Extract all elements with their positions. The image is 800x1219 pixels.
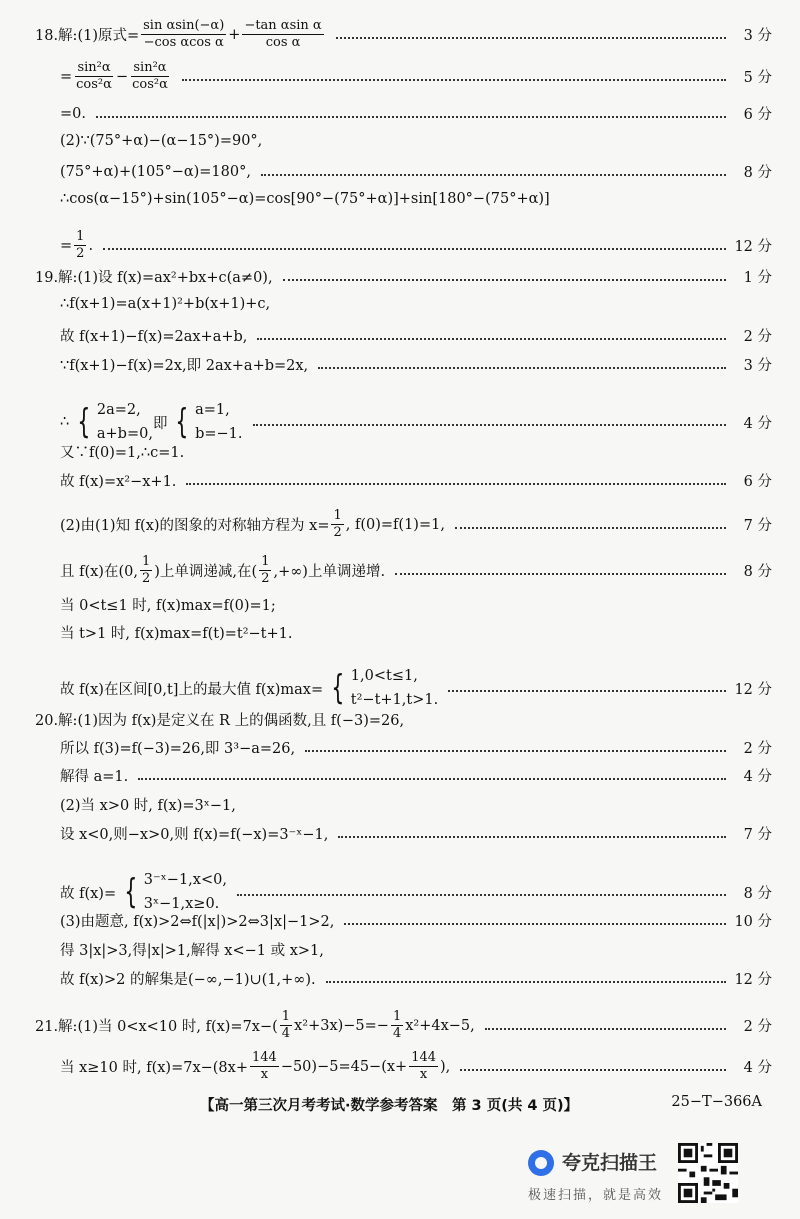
fraction <box>140 554 152 587</box>
line-text: 故 f(x)= <box>60 885 117 902</box>
leader-dots <box>326 981 726 983</box>
solution-line <box>60 1050 772 1083</box>
line-text: 21.解:(1)当 0<x<10 时, f(x)=7x−( <box>35 1019 278 1035</box>
fraction <box>74 60 114 93</box>
line-operator: + <box>228 26 241 43</box>
solution-line <box>60 354 772 375</box>
leader-dots <box>283 279 726 281</box>
solution-line <box>60 133 772 149</box>
fraction-numerator: 1 <box>333 508 342 523</box>
qr-code-icon <box>678 1143 738 1203</box>
fraction <box>391 1009 403 1042</box>
score-label: 6 分 <box>743 474 772 490</box>
solution-line <box>60 508 772 541</box>
solution-line <box>60 737 772 758</box>
line-text: 当 x≥10 时, f(x)=7x−(8x+ <box>60 1060 248 1076</box>
score-label: 1 分 <box>743 270 772 286</box>
leader-dots <box>96 116 726 118</box>
solution-line <box>35 266 772 287</box>
line-text: 设 x<0,则−x>0,则 f(x)=f(−x)=3⁻ˣ−1, <box>60 827 329 843</box>
solution-line <box>60 910 772 931</box>
leader-dots <box>338 836 726 838</box>
leader-dots <box>485 1028 726 1030</box>
fraction <box>141 18 226 51</box>
footer-code: 25−T−366A <box>671 1094 762 1110</box>
line-text: (2)当 x>0 时, f(x)=3ˣ−1, <box>60 798 236 814</box>
line-text: 20.解:(1)因为 f(x)是定义在 R 上的偶函数,且 f(−3)=26, <box>35 713 405 729</box>
line-text: (2)∵(75°+α)−(α−15°)=90°, <box>60 133 263 149</box>
fraction-denominator: 2 <box>141 571 151 586</box>
line-text: ∴ <box>60 414 70 430</box>
line-text: ∴f(x+1)=a(x+1)²+b(x+1)+c, <box>60 296 271 312</box>
solution-line <box>60 765 772 786</box>
score-label: 3 分 <box>743 28 772 44</box>
score-label: 2 分 <box>743 329 772 345</box>
line-text: =0. <box>60 105 86 122</box>
fraction-denominator: 2 <box>333 525 342 540</box>
fraction <box>250 1050 279 1083</box>
line-text-tail: ), <box>440 1058 451 1075</box>
line-text: ∵f(x+1)−f(x)=2x,即 2ax+a+b=2x, <box>60 358 309 374</box>
fraction-numerator: sin αsin(−α) <box>143 18 225 33</box>
line-text: 又∵f(0)=1,∴c=1. <box>60 445 185 461</box>
fraction-denominator: cos α <box>265 35 301 50</box>
score-label: 7 分 <box>743 827 772 843</box>
line-text: = <box>60 237 73 254</box>
solution-line <box>35 709 772 730</box>
score-label: 8 分 <box>743 885 772 902</box>
score-label: 12 分 <box>734 239 772 255</box>
system-row: 2a=2, <box>96 402 141 418</box>
fraction <box>409 1050 438 1083</box>
solution-line <box>60 103 772 124</box>
system-row: 1,0<t≤1, <box>350 668 418 684</box>
line-text: 解得 a=1. <box>60 769 129 785</box>
leader-dots <box>305 750 726 752</box>
scanner-app-name: 夸克扫描王 <box>562 1152 658 1174</box>
leader-dots <box>186 483 726 485</box>
score-label: 4 分 <box>743 415 772 432</box>
fraction <box>74 229 86 262</box>
fraction-denominator: cos²α <box>76 77 112 92</box>
fraction-denominator: −cos αcos α <box>143 35 224 50</box>
leader-dots <box>182 79 726 81</box>
solution-line <box>60 554 772 587</box>
line-text: 得 3|x|>3,得|x|>1,解得 x<−1 或 x>1, <box>60 943 324 959</box>
fraction <box>280 1009 292 1042</box>
line-text-tail: −50)−5=45−(x+ <box>280 1058 408 1075</box>
solution-line <box>35 18 772 51</box>
fraction <box>130 60 170 93</box>
line-text: 18.解:(1)原式= <box>35 28 140 44</box>
system-row: b=−1. <box>195 426 243 442</box>
score-label: 5 分 <box>743 70 772 86</box>
line-text-tail: ,+∞)上单调递增. <box>273 564 386 580</box>
score-label: 3 分 <box>743 358 772 374</box>
score-label: 6 分 <box>743 107 772 123</box>
fraction-numerator: −tan αsin α <box>244 18 322 33</box>
solution-line <box>60 594 772 615</box>
leader-dots <box>344 923 726 925</box>
solution-line <box>60 939 772 960</box>
line-text: 故 f(x)在区间[0,t]上的最大值 f(x)max= <box>60 681 324 698</box>
fraction-denominator: 4 <box>392 1026 402 1041</box>
solution-line <box>60 191 772 207</box>
fraction-numerator: sin²α <box>133 60 167 75</box>
line-text-tail: x²+3x)−5=− <box>294 1017 389 1034</box>
line-text: (2)由(1)知 f(x)的图象的对称轴方程为 x= <box>60 518 330 534</box>
fraction-denominator: 2 <box>76 246 85 261</box>
page-footer <box>0 1094 800 1124</box>
leader-dots <box>455 527 726 529</box>
fraction-numerator: 1 <box>261 554 270 569</box>
solution-line <box>60 325 772 346</box>
solution-line <box>60 60 772 93</box>
solution-line <box>60 441 772 462</box>
solution-line <box>60 229 772 262</box>
equation-system <box>116 868 227 916</box>
brace-icon: { <box>175 402 189 442</box>
line-text-tail: , f(0)=f(1)=1, <box>345 516 445 533</box>
fraction-denominator: 2 <box>261 571 270 586</box>
scanner-logo-icon <box>528 1150 554 1176</box>
line-operator: − <box>115 68 129 85</box>
line-text: (75°+α)+(105°−α)=180°, <box>60 163 251 180</box>
system-row: a+b=0, <box>96 426 153 442</box>
score-label: 4 分 <box>743 769 772 785</box>
leader-dots <box>257 338 726 340</box>
fraction <box>259 554 271 587</box>
line-text: ∴cos(α−15°)+sin(105°−α)=cos[90°−(75°+α)]+sin[180°−(75°+α)] <box>60 191 550 207</box>
line-text: 当 t>1 时, f(x)max=f(t)=t²−t+1. <box>60 626 293 642</box>
leader-dots <box>395 573 726 575</box>
line-text: 所以 f(3)=f(−3)=26,即 3³−a=26, <box>60 741 296 757</box>
solution-line <box>60 296 772 312</box>
leader-dots <box>138 778 726 780</box>
brace-icon: { <box>124 872 138 912</box>
solution-line <box>35 1009 772 1042</box>
fraction-numerator: 1 <box>76 229 85 244</box>
score-label: 7 分 <box>743 518 772 534</box>
line-text-tail: )上单调递减,在( <box>154 564 258 580</box>
leader-dots <box>103 248 726 250</box>
score-label: 12 分 <box>734 972 772 988</box>
line-text: 当 0<t≤1 时, f(x)max=f(0)=1; <box>60 598 276 614</box>
leader-dots <box>318 367 726 369</box>
leader-dots <box>448 690 726 692</box>
scanner-slogan: 极速扫描，就是高效 <box>528 1188 664 1203</box>
leader-dots <box>253 424 727 426</box>
solution-line <box>60 823 772 844</box>
fraction-numerator: 144 <box>411 1050 437 1065</box>
fraction-denominator: x <box>260 1067 269 1082</box>
score-label: 12 分 <box>734 681 772 698</box>
fraction <box>242 18 323 51</box>
line-text-tail: . <box>88 237 94 254</box>
equation-system <box>167 398 242 446</box>
solution-line <box>60 161 772 182</box>
system-row: 3⁻ˣ−1,x<0, <box>143 872 227 888</box>
solution-line <box>60 622 772 643</box>
fraction-denominator: x <box>419 1067 428 1082</box>
line-text: 故 f(x)=x²−x+1. <box>60 474 177 490</box>
solution-line <box>60 794 772 815</box>
line-text: 故 f(x+1)−f(x)=2ax+a+b, <box>60 329 248 345</box>
score-label: 4 分 <box>743 1060 772 1076</box>
score-label: 8 分 <box>743 165 772 181</box>
fraction-denominator: 4 <box>281 1026 291 1041</box>
solution-line <box>60 470 772 491</box>
score-label: 2 分 <box>743 1019 772 1035</box>
system-row: 3ˣ−1,x≥0. <box>143 896 220 912</box>
fraction-numerator: sin²α <box>77 60 111 75</box>
fraction-numerator: 1 <box>141 554 151 569</box>
line-text: 故 f(x)>2 的解集是(−∞,−1)∪(1,+∞). <box>60 972 316 988</box>
line-text-tail: x²+4x−5, <box>405 1017 475 1034</box>
fraction-numerator: 1 <box>281 1009 291 1024</box>
score-label: 10 分 <box>734 914 772 930</box>
leader-dots <box>336 37 726 39</box>
line-operator: 即 <box>152 415 168 432</box>
fraction-numerator: 1 <box>392 1009 402 1024</box>
line-text: (3)由题意, f(x)>2⇔f(|x|)>2⇔3|x|−1>2, <box>60 914 335 930</box>
solution-line <box>60 664 772 712</box>
solution-line <box>60 968 772 989</box>
footer-title: 【高一第三次月考考试·数学参考答案 第 3 页(共 4 页)】 <box>200 1098 579 1114</box>
fraction <box>331 508 343 541</box>
line-text: 且 f(x)在(0, <box>60 564 138 580</box>
system-row: t²−t+1,t>1. <box>350 692 439 708</box>
solution-line <box>60 868 772 916</box>
line-text: = <box>60 68 73 85</box>
fraction-numerator: 144 <box>251 1050 277 1065</box>
fraction-denominator: cos²α <box>132 77 168 92</box>
equation-system <box>323 664 438 712</box>
score-label: 2 分 <box>743 741 772 757</box>
equation-system <box>69 398 153 446</box>
system-row: a=1, <box>195 402 230 418</box>
leader-dots <box>237 894 726 896</box>
leader-dots <box>460 1069 726 1071</box>
brace-icon: { <box>77 402 91 442</box>
brace-icon: { <box>331 668 345 708</box>
line-text: 19.解:(1)设 f(x)=ax²+bx+c(a≠0), <box>35 270 273 286</box>
solution-line <box>60 398 772 446</box>
leader-dots <box>261 174 726 176</box>
score-label: 8 分 <box>743 564 772 580</box>
